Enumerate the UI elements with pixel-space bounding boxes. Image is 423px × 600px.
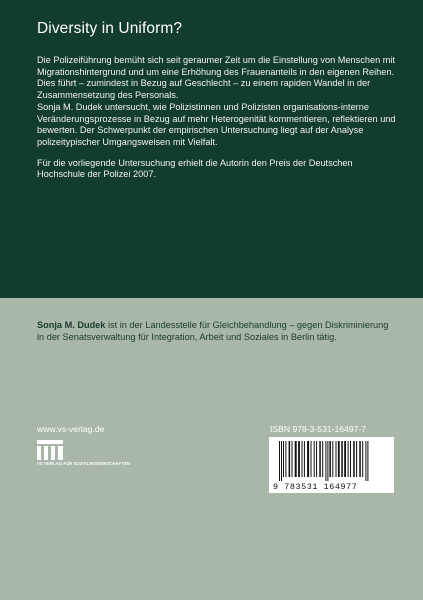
barcode-bar [341,441,343,477]
barcode-bar [307,441,309,477]
book-title: Diversity in Uniform? [37,20,183,37]
barcode-bar [304,441,305,477]
author-name: Sonja M. Dudek [37,320,106,330]
barcode-bar [283,441,284,477]
barcode-bar [281,441,282,481]
publisher-logo-text: VS VERLAG FÜR SOZIALWISSENSCHAFTEN [37,461,130,466]
barcode-bar [332,441,333,477]
barcode-bar [316,441,317,477]
barcode-bar [367,441,368,481]
barcode-bar [329,441,331,477]
blurb-paragraph-3: Für die vorliegende Untersuchung erhielt die Autorin den Preis der Deutschen Hochschule der Polizei 2007. [37,157,353,180]
back-cover-top-panel [0,0,423,298]
barcode-bar [302,441,303,477]
barcode-bar [356,441,357,477]
blurb-paragraph-2: Sonja M. Dudek untersucht, wie Polizistinnen und Polizisten organisations-interne Veränderungsprozesse in Bezug auf mehr Heterogenität kommentieren, reflektieren und bewerten. Der Schwerpunkt der empirischen Untersuchung liegt auf der Analyse polizeitypischer Umgangsweisen mit Vielfalt. [37,101,396,147]
barcode-bar [311,441,312,477]
barcode-bar [338,441,340,477]
barcode-bar [289,441,291,477]
barcode-bar [365,441,366,481]
barcode-bar [348,441,349,477]
barcode-bar [359,441,361,477]
barcode-bar [279,441,280,481]
barcode-bar [344,441,346,477]
publisher-website: www.vs-verlag.de [37,424,105,434]
barcode-bar [298,441,300,477]
blurb-paragraph-1: Die Polizeiführung bemüht sich seit geraumer Zeit um die Einstellung von Menschen mit Migrationshintergrund und um eine Erhöhung des Frauenanteils in den eigenen Reihen. Dies führt – zumindest in Bezug auf Geschlecht – zu einem rapiden Wandel in der Zusammensetzung des Personals. [37,55,395,101]
barcode-bar [292,441,293,477]
back-cover-bottom-panel [0,298,423,600]
barcode-bar [362,441,363,477]
barcode-bar [325,441,326,481]
barcode-bar [322,441,323,477]
barcode-bar [353,441,355,477]
barcode [269,437,394,493]
barcode-bar [327,441,328,481]
vs-verlag-logo-icon [37,440,63,460]
isbn-number: ISBN 978-3-531-16497-7 [270,424,367,434]
blurb [37,55,397,181]
author-bio [37,320,393,343]
barcode-bar [314,441,315,477]
barcode-digits: 9 783531 164977 [273,482,358,492]
barcode-bar [319,441,321,477]
publisher-logo [37,440,149,466]
barcode-bar [336,441,337,477]
barcode-bar [350,441,351,477]
barcode-bar [285,441,286,477]
barcode-bars [279,441,385,481]
author-bio-text: ist in der Landesstelle für Gleichbehandlung – gegen Diskriminierung in der Senatsverwaltung für Integration, Arbeit und Soziales in Berlin tätig. [37,320,389,342]
barcode-bar [295,441,297,477]
